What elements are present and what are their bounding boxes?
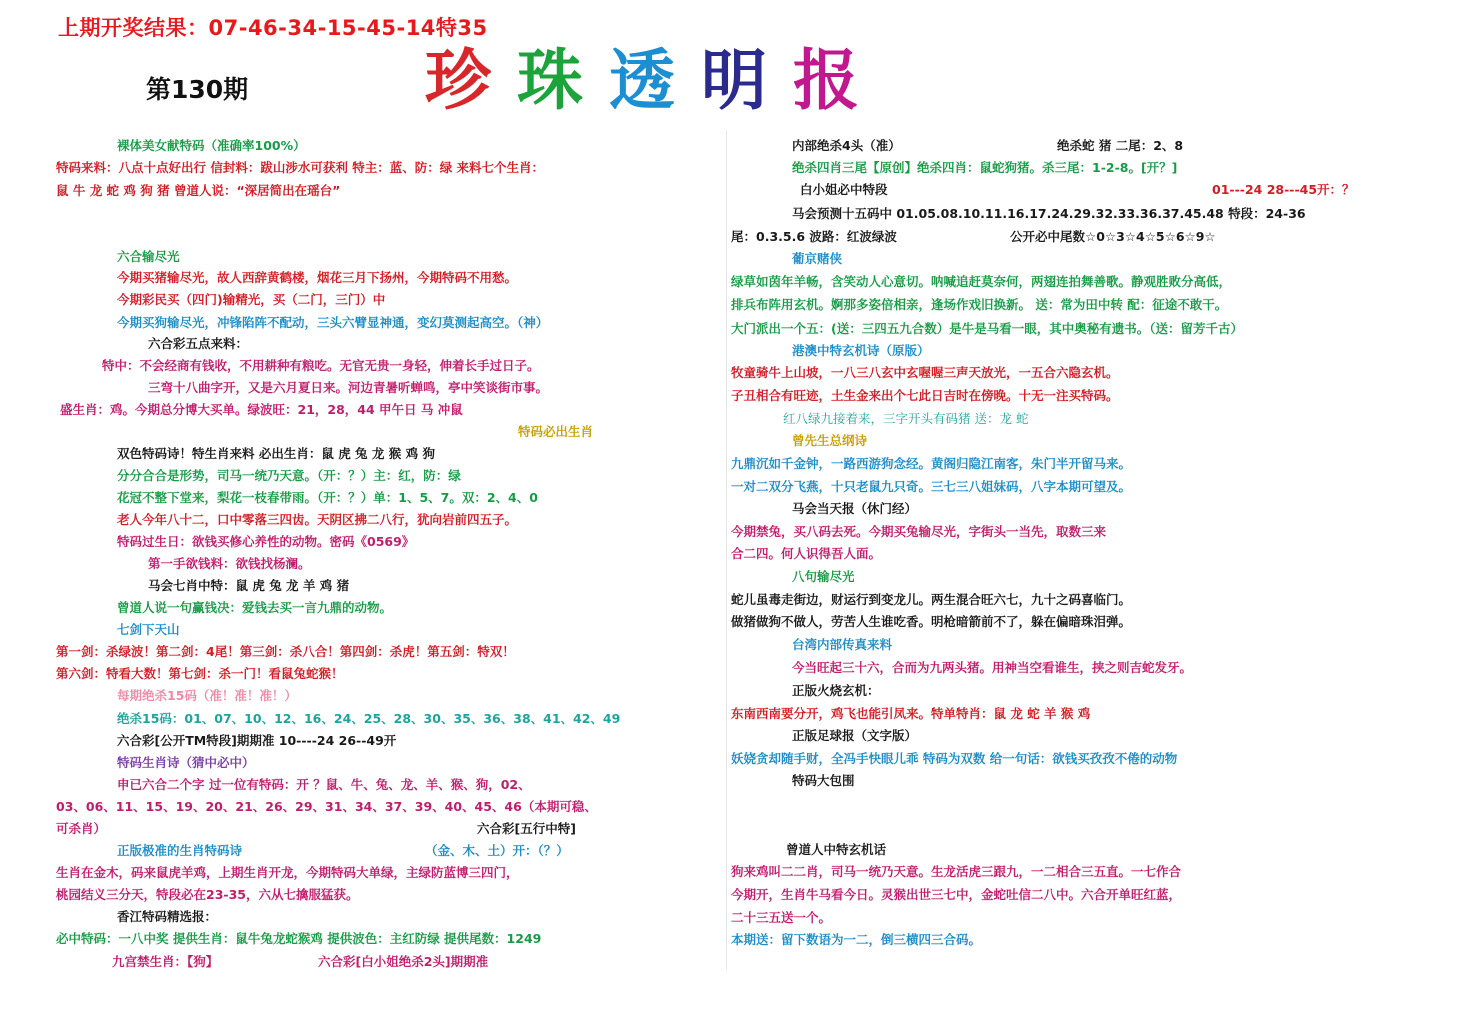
text-line: 绝杀四肖三尾【原创】绝杀四肖：鼠蛇狗猪。杀三尾：1-2-8。[开？]	[792, 160, 1178, 175]
text-line: 桃园结义三分天，特段必在23-35，六从七擒服猛获。	[56, 887, 359, 902]
text-line: 双色特码诗！特生肖来料 必出生肖：鼠 虎 兔 龙 猴 鸡 狗	[117, 446, 435, 461]
text-line: 九鼎沉如千金钟，一路西游狗念经。黄阁归隐江南客，朱门半开留马来。	[731, 456, 1132, 471]
text-line: 花冠不整下堂来，梨花一枝春带雨。（开：？）单：1、5、7。双：2、4、0	[117, 490, 538, 505]
text-line: 七剑下天山	[117, 622, 180, 637]
text-line: 分分合合是形势，司马一统乃天意。（开：？）主：红，防：绿	[117, 468, 461, 483]
text-line: 必中特码：一八中奖 提供生肖：鼠牛兔龙蛇猴鸡 提供波色：主红防绿 提供尾数：1249	[56, 931, 542, 946]
text-line: 马会当天报（休门经）	[792, 501, 918, 516]
text-line: 今期彩民买（四门)输精光，买（二门，三门）中	[117, 292, 386, 307]
text-line: 可杀肖）	[56, 821, 107, 836]
text-line: 正版极准的生肖特码诗	[117, 843, 243, 858]
text-line: 第一剑：杀绿波！第二剑：4尾！第三剑：杀八合！第四剑：杀虎！第五剑：特双！	[56, 644, 515, 659]
text-line: 牧童骑牛上山坡，一八三八玄中玄喔喔三声天放光，一五合六隐玄机。	[731, 365, 1119, 380]
text-line: 子丑相合有旺迹，土生金来出个七此日吉时在傍晚。十无一注买特码。	[731, 388, 1119, 403]
text-line: 每期绝杀15码（准！准！准！）	[117, 688, 297, 703]
text-line: 六合彩[白小姐绝杀2头]期期准	[318, 954, 489, 969]
text-line: 马会七肖中特：鼠 虎 兔 龙 羊 鸡 猪	[148, 578, 350, 593]
text-line: 蛇儿虽毒走街边，财运行到变龙儿。两生混合旺六七，九十之码喜临门。	[731, 592, 1132, 607]
text-line: 本期送：留下数语为一二，倒三横四三合码。	[731, 932, 982, 947]
title-char-4: 明	[701, 41, 767, 119]
text-line: 特码大包围	[792, 773, 855, 788]
text-line: 特中：不会经商有钱收，不用耕种有粮吃。无官无贵一身轻，伸着长手过日子。	[102, 358, 540, 373]
text-line: 合二四。何人识得吾人面。	[731, 546, 882, 561]
text-line: 今期买狗输尽光，冲锋陷阵不配动，三头六臂显神通，变幻莫测起高空。（神）	[117, 315, 549, 330]
text-line: 三弯十八曲字开，又是六月夏日来。河边青暑听蝉鸣，亭中笑谈街市事。	[148, 380, 549, 395]
newspaper-title	[425, 40, 859, 120]
text-line: 老人今年八十二，口中零落三四齿。天阴区拂二八行，犹向岩前四五子。	[117, 512, 518, 527]
last-draw-result: 上期开奖结果：07-46-34-15-45-14特35	[58, 16, 488, 40]
text-line: 01---24 28---45开：？	[1212, 182, 1355, 197]
text-line: 正版足球报（文字版）	[792, 728, 918, 743]
text-line: 绝杀蛇 猪 二尾：2、8	[1057, 138, 1184, 153]
text-line: 九宫禁生肖：【狗】	[112, 954, 219, 969]
text-line: 白小姐必中特段	[800, 182, 888, 197]
column-divider	[726, 130, 727, 970]
text-line: 港澳中特玄机诗（原版）	[792, 343, 930, 358]
text-line: 特码必出生肖	[518, 424, 594, 439]
text-line: 六合彩[公开TM特段]期期准 10----24 26--49开	[117, 733, 397, 748]
text-line: 八句输尽光	[792, 569, 855, 584]
text-line: 一对二双分飞燕，十只老鼠九只奇。三七三八姐妹码，八字本期可望及。	[731, 479, 1132, 494]
text-line: 香江特码精选报：	[117, 909, 218, 924]
text-line: 鼠 牛 龙 蛇 鸡 狗 猪 曾道人说：“深居简出在瑶台”	[56, 183, 341, 198]
title-char-1: 珍	[425, 41, 491, 119]
text-line: 六合彩[五行中特]	[477, 821, 576, 836]
title-char-5: 报	[793, 41, 859, 119]
text-line: 东南西南要分开，鸡飞也能引凤来。特单特肖：鼠 龙 蛇 羊 猴 鸡	[731, 706, 1091, 721]
text-line: 绝杀15码：01、07、10、12、16、24、25、28、30、35、36、38、41、42、49	[117, 711, 621, 726]
text-line: 大门派出一个五：(送：三四五九合数）是牛是马看一眼，其中奥秘有遗书。（送：留芳千古）	[731, 321, 1243, 336]
text-line: 特码生肖诗（猜中必中）	[117, 755, 255, 770]
text-line: 特码过生日：欲钱买修心养性的动物。密码《0569》	[117, 534, 415, 549]
text-line: 尾：0.3.5.6 波路：红波绿波	[731, 229, 897, 244]
text-line: 今期买猪输尽光，故人西辞黄鹤楼，烟花三月下扬州，今期特码不用愁。	[117, 270, 518, 285]
text-line: 特码来料：八点十点好出行 信封料：跋山涉水可获利 特主：蓝、防：绿 来料七个生肖：	[56, 160, 545, 175]
text-line: 二十三五送一个。	[731, 910, 832, 925]
title-char-3: 透	[609, 41, 675, 119]
text-line: 台湾内部传真来料	[792, 637, 893, 652]
text-line: 曾道人中特玄机话	[786, 842, 887, 857]
text-line: 03、06、11、15、19、20、21、26、29、31、34、37、39、40、45、46（本期可稳、	[56, 799, 597, 814]
text-line: 裸体美女献特码（准确率100%）	[117, 138, 306, 153]
text-line: 公开必中尾数☆0☆3☆4☆5☆6☆9☆	[1010, 229, 1216, 244]
text-line: 绿草如茵年羊畅，含笑动人心意切。呐喊追赶莫奈何，两翅连拍舞善歌。静观胜败分高低，	[731, 274, 1232, 289]
text-line: 狗来鸡叫二二肖，司马一统乃天意。生龙活虎三跟九，一二相合三五直。一七作合	[731, 864, 1182, 879]
text-line: 葡京赌侠	[792, 251, 843, 266]
text-line: （金、木、土）开：（？）	[425, 843, 569, 858]
text-line: 正版火烧玄机：	[792, 683, 880, 698]
text-line: 盛生肖：鸡。今期总分博大买单。绿波旺：21，28，44 甲午日 马 冲鼠	[60, 402, 463, 417]
text-line: 六合彩五点来料：	[148, 336, 249, 351]
text-line: 今期开，生肖牛马看今日。灵猴出世三七中，金蛇吐信二八中。六合开单旺红蓝，	[731, 887, 1182, 902]
text-line: 红八绿九接着来，三字开头有码猪 送：龙 蛇	[783, 411, 1029, 426]
text-line: 排兵布阵用玄机。婀那多姿倍相亲，逢场作戏旧换新。 送：常为田中转 配：征途不敢干。	[731, 297, 1228, 312]
text-line: 妖娆贪却随手财，全冯手快眼儿乖 特码为双数 给一句话：欲钱买孜孜不倦的动物	[731, 751, 1178, 766]
text-line: 做猪做狗不做人，劳苦人生谁吃香。明枪暗箭前不了，躲在偏暗珠泪弹。	[731, 614, 1132, 629]
text-line: 生肖在金木，码来鼠虎羊鸡，上期生肖开龙，今期特码大单绿，主绿防蓝博三四门，	[56, 865, 519, 880]
issue-number: 第130期	[146, 75, 249, 104]
text-line: 今期禁兔，买八码去死。今期买兔输尽光，字街头一当先，取数三来	[731, 524, 1107, 539]
text-line: 马会预测十五码中 01.05.08.10.11.16.17.24.29.32.33.36.37.45.48 特段：24-36	[792, 206, 1306, 221]
text-line: 第六剑：特看大数！第七剑：杀一门！看鼠兔蛇猴！	[56, 666, 344, 681]
text-line: 第一手欲钱料：欲钱找杨澜。	[148, 556, 311, 571]
text-line: 曾先生总纲诗	[792, 433, 868, 448]
text-line: 今当旺起三十六，合而为九两头猪。用神当空看谁生，挟之则吉蛇发牙。	[792, 660, 1193, 675]
text-line: 内部绝杀4头（准）	[792, 138, 901, 153]
title-char-2: 珠	[517, 41, 583, 119]
text-line: 六合输尽光	[117, 249, 180, 264]
text-line: 申已六合二个字 过一位有特码：开 ？鼠、牛、兔、龙、羊、猴、狗，02、	[117, 777, 531, 792]
text-line: 曾道人说一句赢钱决：爱钱去买一言九鼎的动物。	[117, 600, 393, 615]
